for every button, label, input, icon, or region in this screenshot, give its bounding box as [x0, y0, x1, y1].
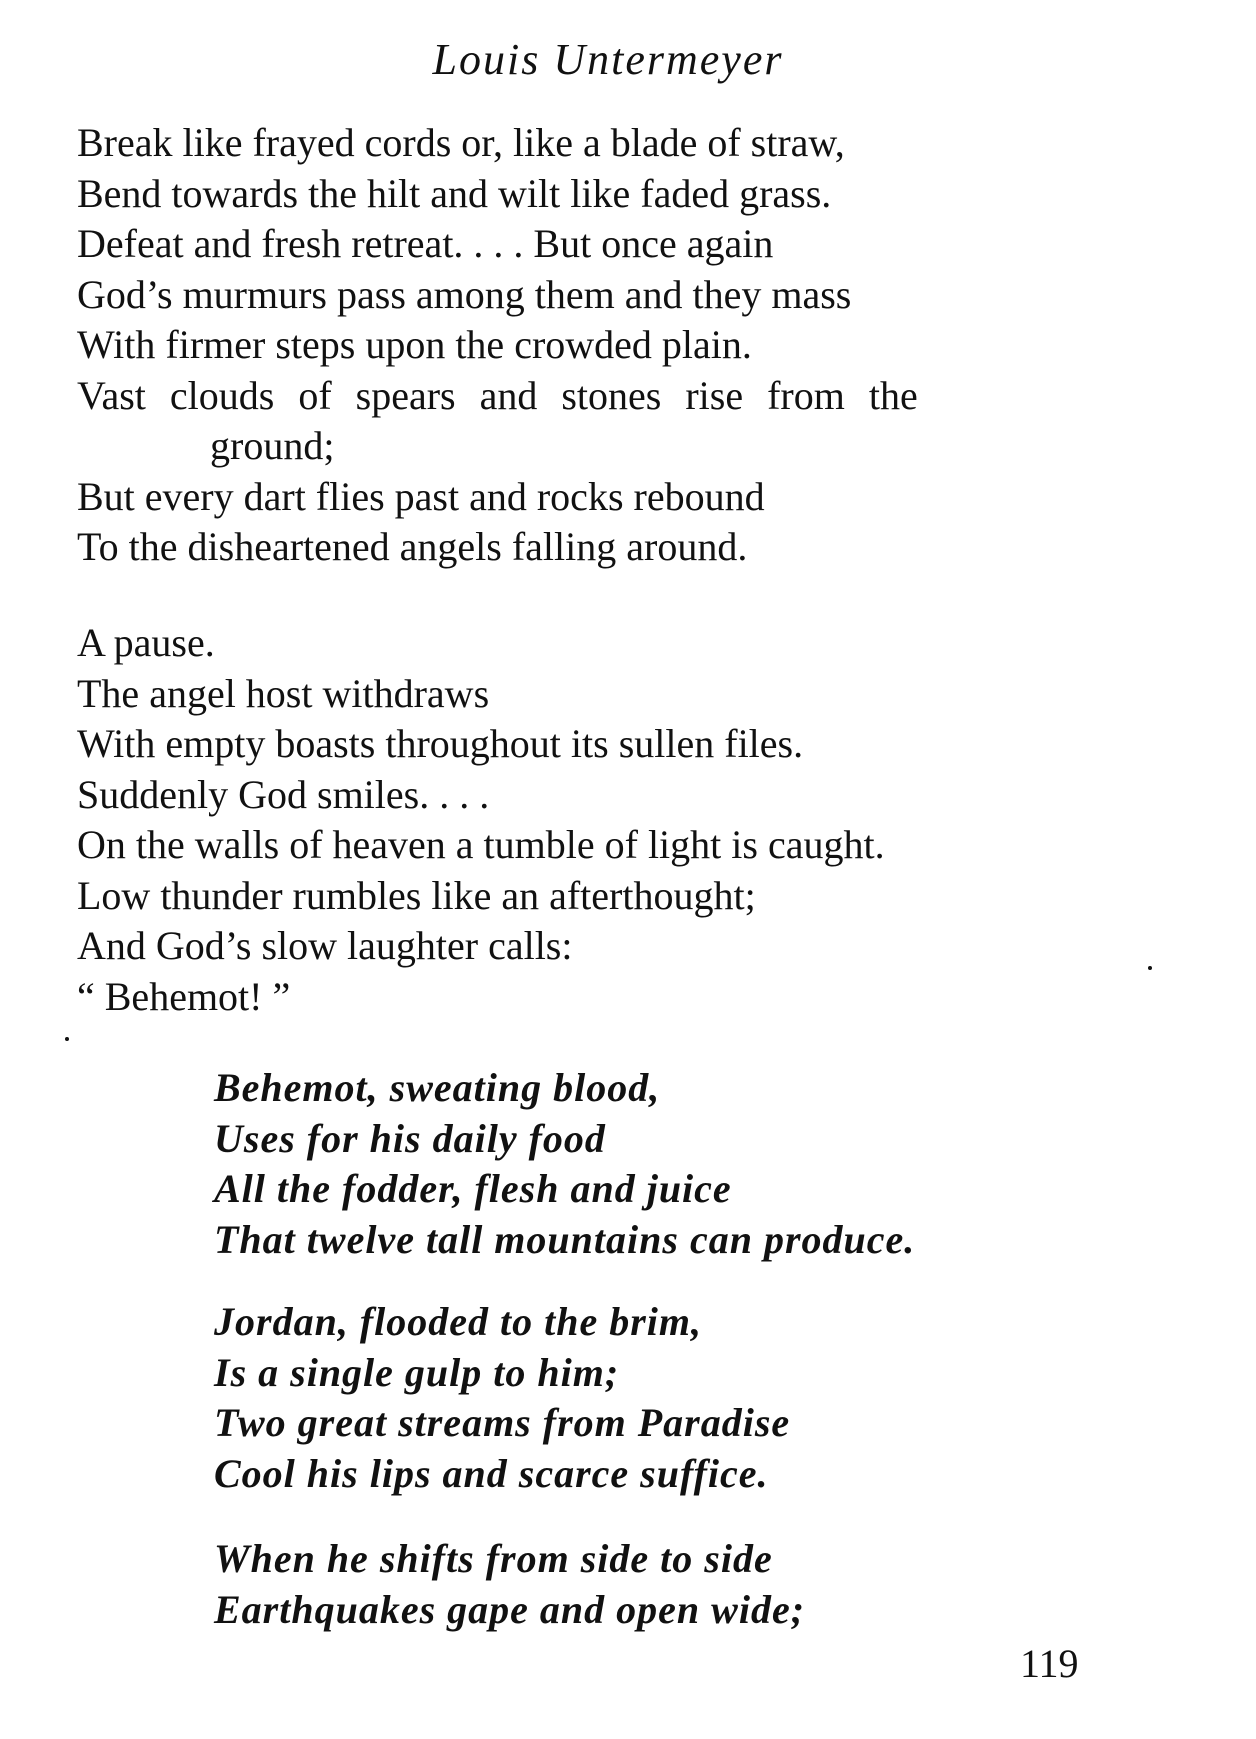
print-speck: [65, 1037, 69, 1041]
poem-line: Vast clouds of spears and stones rise from the: [77, 372, 918, 418]
poem-line-italic: Is a single gulp to him;: [214, 1349, 620, 1395]
poem-line: Low thunder rumbles like an afterthought;: [77, 872, 756, 918]
poem-line-italic: Uses for his daily food: [214, 1115, 606, 1161]
poem-line: “ Behemot! ”: [77, 973, 291, 1019]
poem-line: But every dart flies past and rocks rebound: [77, 473, 765, 519]
italic-verse-1: [214, 1063, 1114, 1265]
stanza-2: [77, 618, 1117, 1022]
poem-line: With firmer steps upon the crowded plain.: [77, 322, 752, 367]
poem-line-italic: Cool his lips and scarce suffice.: [214, 1450, 769, 1496]
poem-line-italic: Jordan, flooded to the brim,: [214, 1299, 703, 1344]
italic-verse-3: [214, 1534, 1114, 1635]
poem-line: Suddenly God smiles. . . .: [77, 771, 490, 817]
poem-line-italic: Behemot, sweating blood,: [214, 1065, 661, 1110]
poem-line-italic: Earthquakes gape and open wide;: [214, 1586, 806, 1632]
running-header-author: Louis Untermeyer: [432, 35, 784, 84]
poem-line: To the disheartened angels falling around.: [77, 524, 748, 569]
poem-line: Bend towards the hilt and wilt like faded grass.: [77, 170, 832, 216]
poem-line-italic: Two great streams from Paradise: [214, 1400, 791, 1445]
poem-line: A pause.: [77, 620, 215, 665]
print-speck: [1148, 966, 1152, 970]
poem-line-italic: That twelve tall mountains can produce.: [214, 1216, 916, 1262]
poem-line: God’s murmurs pass among them and they mass: [77, 271, 852, 317]
poem-line-continuation: ground;: [210, 423, 335, 468]
page-number: 119: [1020, 1641, 1079, 1686]
poem-line: With empty boasts throughout its sullen files.: [77, 721, 804, 766]
italic-verse-2: [214, 1297, 1114, 1499]
poem-line: On the walls of heaven a tumble of light is caught.: [77, 822, 885, 867]
poem-line-italic: When he shifts from side to side: [214, 1536, 773, 1581]
poem-line-italic: All the fodder, flesh and juice: [214, 1166, 732, 1211]
stanza-1: [77, 118, 1117, 573]
poem-line: The angel host withdraws: [77, 670, 490, 716]
poem-line: Break like frayed cords or, like a blade of straw,: [77, 120, 845, 165]
poem-line: And God’s slow laughter calls:: [77, 923, 573, 968]
poem-line: Defeat and fresh retreat. . . . But once again: [77, 221, 774, 266]
